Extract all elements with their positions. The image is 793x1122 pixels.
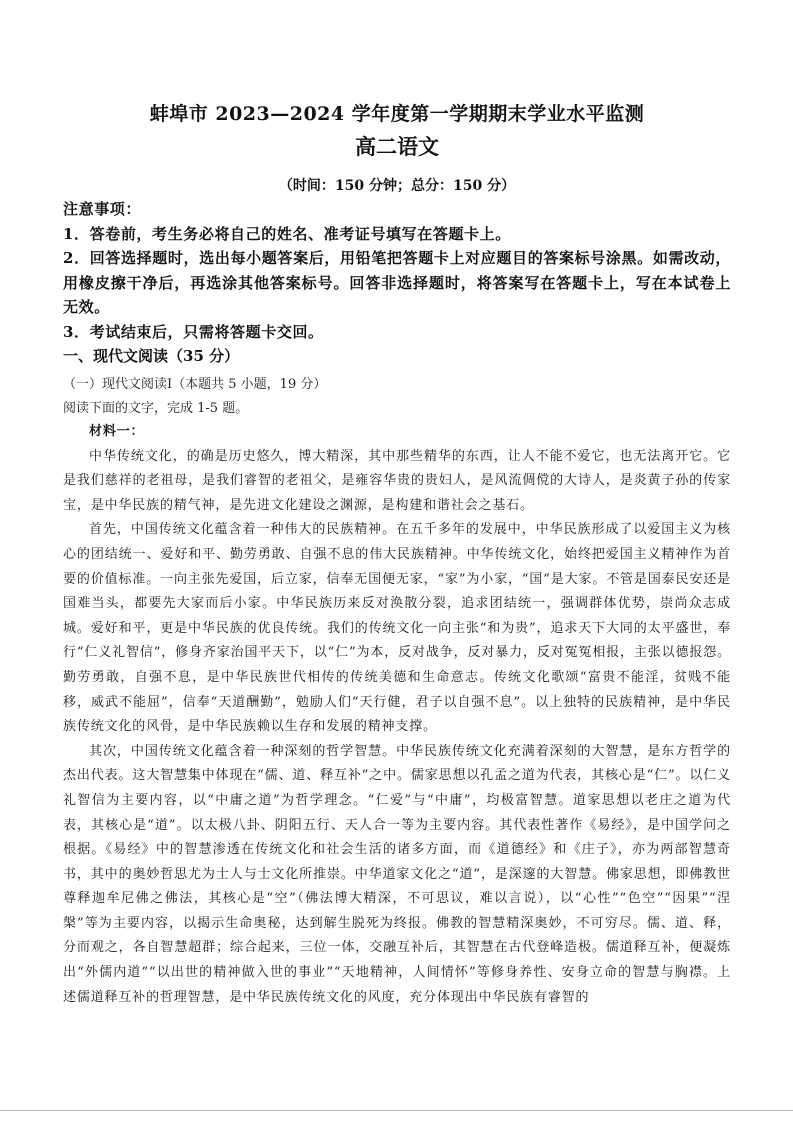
note-item: 3．考试结束后，只需将答题卡交回。 <box>63 322 324 341</box>
material-text <box>63 420 731 1010</box>
exam-subject: 高二语文 <box>355 134 439 159</box>
material-paragraph: 首先，中国传统文化蕴含着一种伟大的民族精神。在五千多年的发展中，中华民族形成了以爱国主义为核心的团结统一、爱好和平、勤劳勇敢、自强不息的伟大民族精神。中华传统文化，始终把爱国主义精神作为首要的价值标准。一向主张先爱国，后立家，信奉无国便无家，“家”为小家，“国”是大家。不管是国泰民安还是国难当头，都要先大家而后小家。中华民族历来反对涣散分裂，追求团结统一，强调群体优势，崇尚众志成城。爱好和平，更是中华民族的优良传统。我们的传统文化一向主张“和为贵”，追求天下大同的太平盛世，奉行“仁义礼智信”，修身齐家治国平天下，以“仁”为本，反对战争，反对暴力，反对冤冤相报，主张以德报怨。勤劳勇敢，自强不息，是中华民族世代相传的传统美德和生命意志。传统文化歌颂“富贵不能淫，贫贱不能移，威武不能屈”，信奉“天道酬勤”，勉励人们“天行健，君子以自强不息”。以上独特的民族精神，是中华民族传统文化的风骨，是中华民族赖以生存和发展的精神支撑。 <box>63 522 731 735</box>
section-subheading: （一）现代文阅读Ⅰ（本题共 5 小题，19 分） <box>63 377 327 392</box>
material-paragraph: 中华传统文化，的确是历史悠久，博大精深，其中那些精华的东西，让人不能不爱它，也无法离开它。它是我们慈祥的老祖母，是我们睿智的老祖父，是雍容华贵的贵妇人，是风流倜傥的大诗人，是炎黄子孙的传家宝，是中华民族的精气神，是先进文化建设之渊源，是构建和谐社会之基石。 <box>63 448 731 513</box>
page-bottom-divider <box>0 1110 793 1111</box>
exam-title: 蚌埠市 2023—2024 学年度第一学期期末学业水平监测 <box>149 103 645 125</box>
material-paragraph: 其次，中国传统文化蕴含着一种深刻的哲学智慧。中华民族传统文化充满着深刻的大智慧，是东方哲学的杰出代表。这大智慧集中体现在“儒、道、释互补”之中。儒家思想以孔孟之道为代表，其核心是“仁”。以仁义礼智信为主要内容，以“中庸之道”为哲学理念。“仁爱”与“中庸”，均极富智慧。道家思想以老庄之道为代表，其核心是“道”。以太极八卦、阴阳五行、天人合一等为主要内容。其代表性著作《易经》，是中国学问之根据。《易经》中的智慧渗透在传统文化和社会生活的诸多方面，而《道德经》和《庄子》，亦为两部智慧奇书，其中的奥妙哲思尤为士人与士文化所推崇。中华道家文化之“道”，是深邃的大智慧。佛家思想，即佛教世尊释迦牟尼佛之佛法，其核心是“空”（佛法博大精深，不可思议，难以言说），以“心性”“色空”“因果”“涅槃”等为主要内容，以揭示生命奥秘，达到解生脱死为终报。佛教的智慧精深奥妙，不可穷尽。儒、道、释，分而观之，各自智慧超群；综合起来，三位一体，交融互补后，其智慧在古代登峰造极。儒道释互补，便凝炼出“外儒内道”“以出世的精神做入世的事业”“天地精神，人间情怀”等修身养性、安身立命的智慧与胸襟。上述儒道释互补的哲理智慧，是中华民族传统文化的风度，充分体现出中华民族有睿智的 <box>63 743 731 1005</box>
note-item: 1．答卷前，考生务必将自己的姓名、准考证号填写在答题卡上。 <box>63 224 511 243</box>
exam-time-score: （时间：150 分钟；总分：150 分） <box>278 178 516 194</box>
exam-notes <box>63 197 731 344</box>
notes-heading: 注意事项： <box>63 200 142 218</box>
note-item: 2．回答选择题时，选出每小题答案后，用铅笔把答题卡上对应题目的答案标号涂黑。如需改动，用橡皮擦干净后，再选涂其他答案标号。回答非选择题时，将答案写在答题卡上，写在本试卷上无效。 <box>63 249 731 316</box>
section-heading: 一、现代文阅读（35 分） <box>63 347 240 365</box>
reading-instruction: 阅读下面的文字，完成 1-5 题。 <box>63 401 249 416</box>
material-label: 材料一： <box>89 424 145 439</box>
